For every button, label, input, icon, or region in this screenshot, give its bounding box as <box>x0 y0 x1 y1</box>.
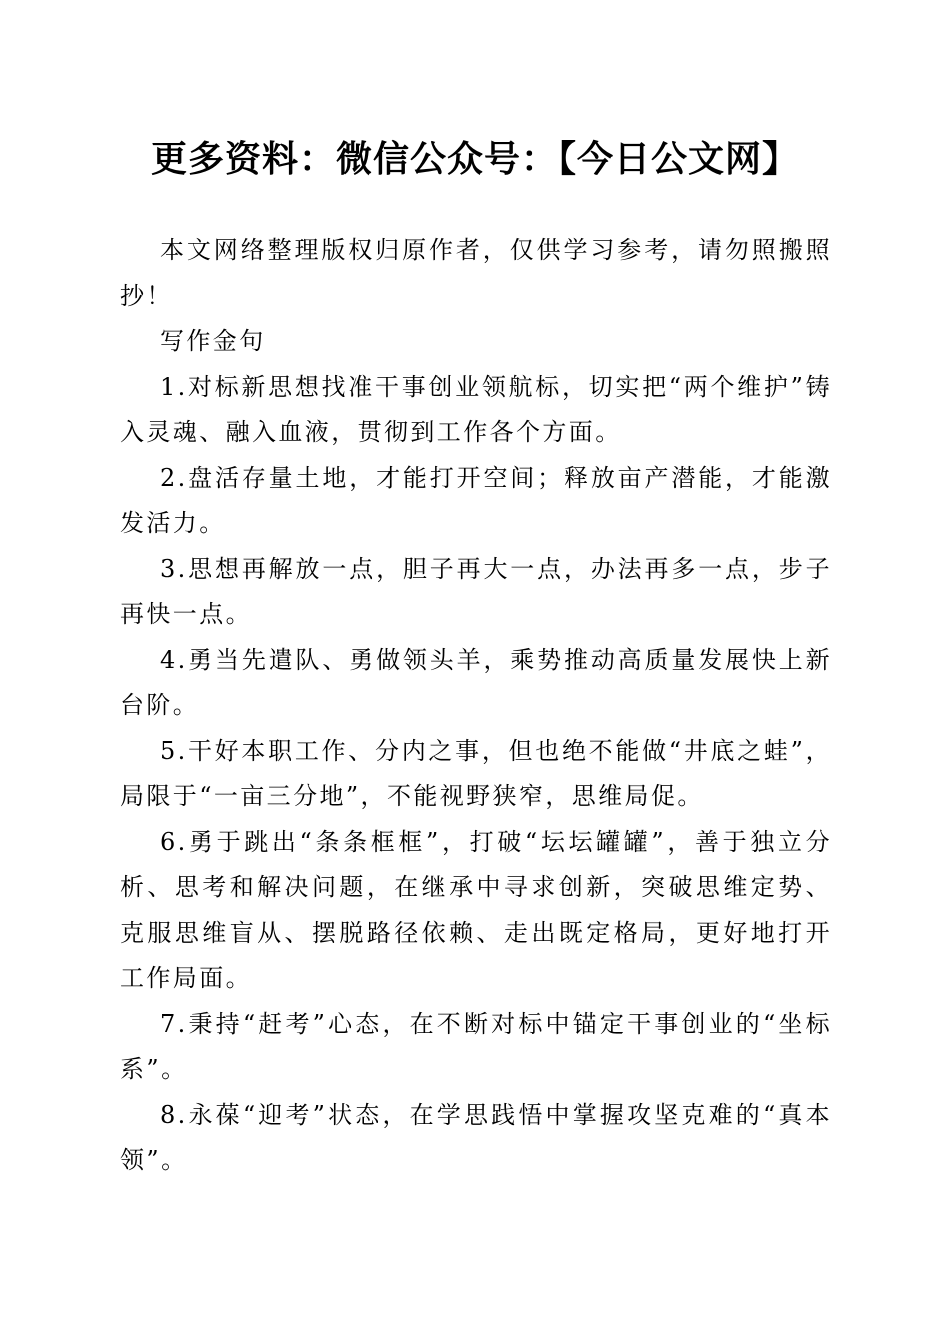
list-item: 7.秉持“赶考”心态，在不断对标中锚定干事创业的“坐标系”。 <box>120 1009 832 1083</box>
section-subtitle: 写作金句 <box>160 327 266 355</box>
list-item: 4.勇当先遣队、勇做领头羊，乘势推动高质量发展快上新台阶。 <box>120 645 832 719</box>
document-body <box>120 228 832 1184</box>
document-title: 更多资料：微信公众号：【今日公文网】 <box>150 138 799 180</box>
disclaimer-text: 本文网络整理版权归原作者，仅供学习参考，请勿照搬照抄！ <box>120 236 832 310</box>
list-item: 6.勇于跳出“条条框框”，打破“坛坛罐罐”，善于独立分析、思考和解决问题，在继承中寻求创新，突破思维定势、克服思维盲从、摆脱路径依赖、走出既定格局，更好地打开工作局面。 <box>120 827 832 992</box>
list-item: 8.永葆“迎考”状态，在学思践悟中掌握攻坚克难的“真本领”。 <box>120 1100 832 1174</box>
list-item: 3.思想再解放一点，胆子再大一点，办法再多一点，步子再快一点。 <box>120 554 832 628</box>
list-item: 5.干好本职工作、分内之事，但也绝不能做“井底之蛙”，局限于“一亩三分地”，不能视野狭窄，思维局促。 <box>120 736 832 810</box>
list-item: 2.盘活存量土地，才能打开空间；释放亩产潜能，才能激发活力。 <box>120 463 832 537</box>
list-item: 1.对标新思想找准干事创业领航标，切实把“两个维护”铸入灵魂、融入血液，贯彻到工作各个方面。 <box>120 372 832 446</box>
